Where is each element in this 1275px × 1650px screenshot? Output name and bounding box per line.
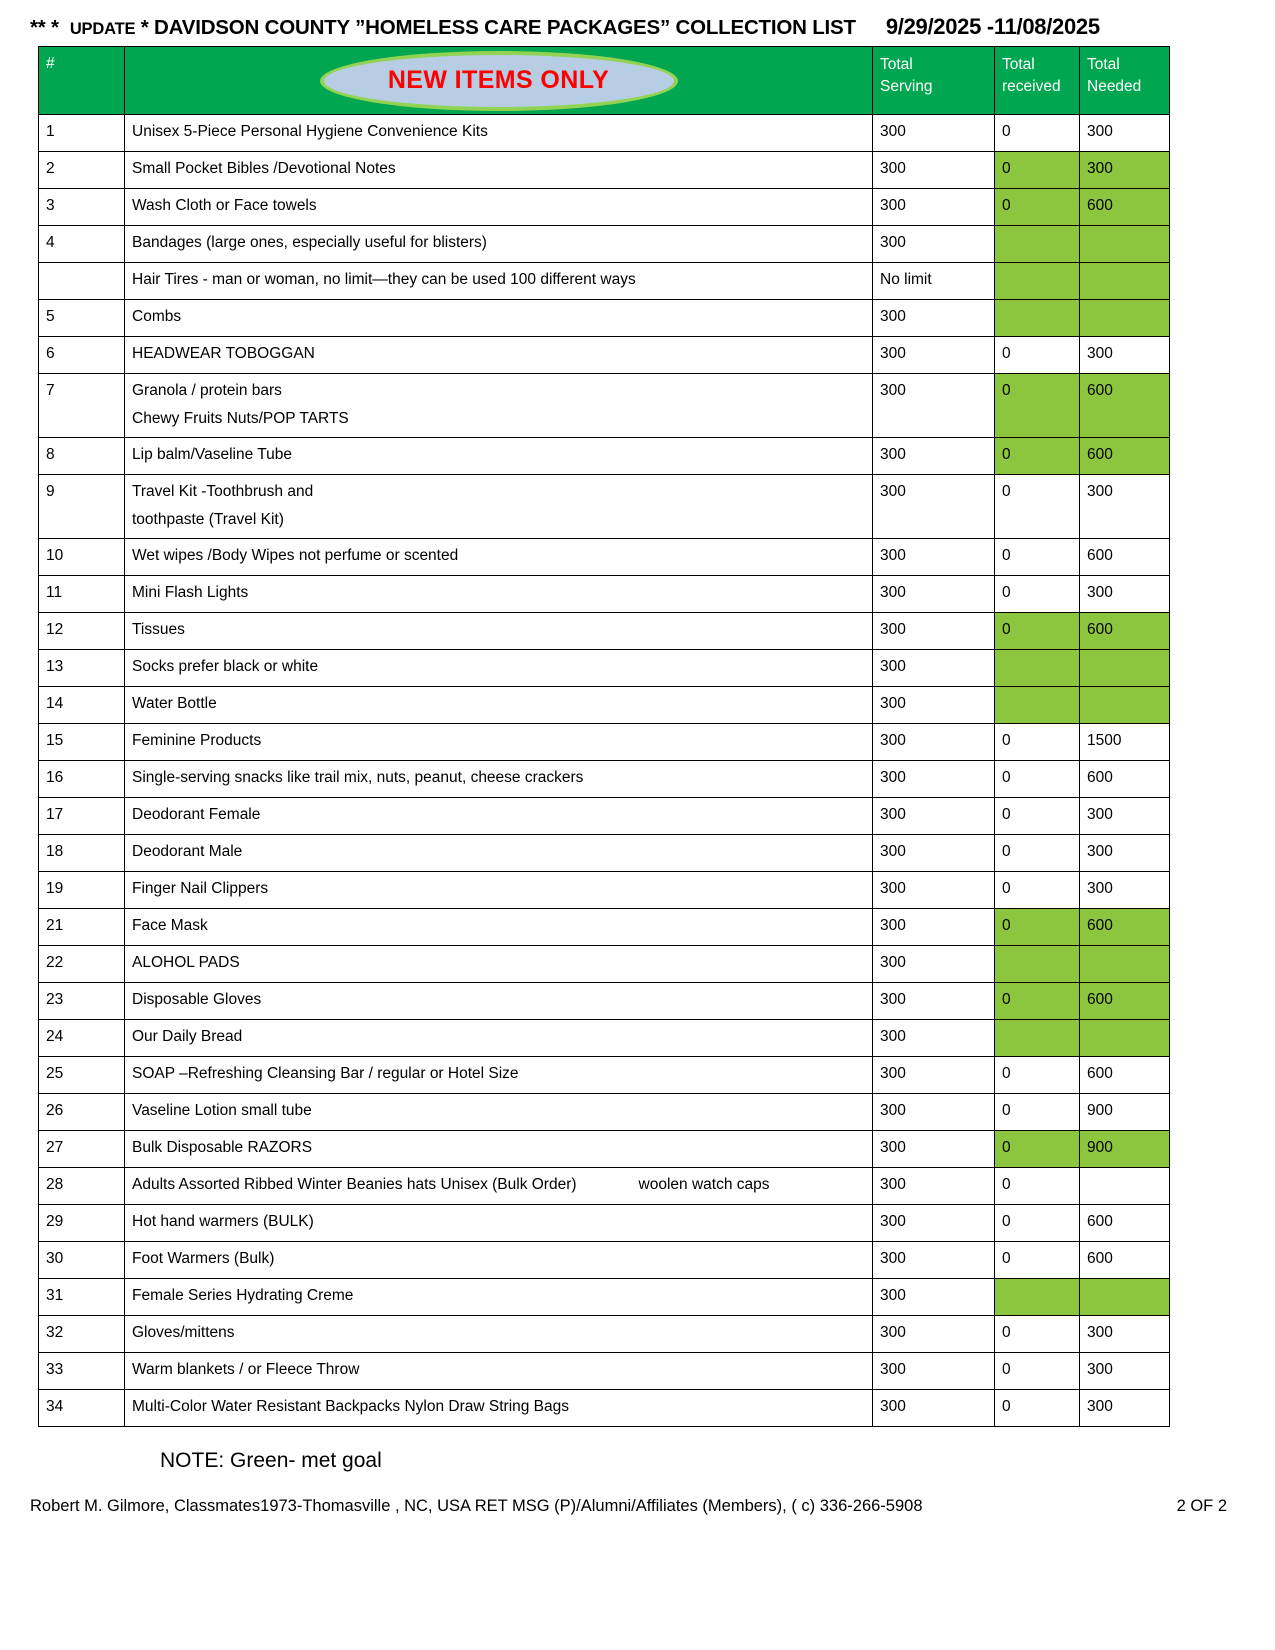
row-received-cell: 0 [995,1204,1080,1241]
row-item-cell [125,982,873,1019]
row-serving-cell: 300 [873,797,995,834]
row-received-cell: 0 [995,152,1080,189]
row-item-cell [125,612,873,649]
date-range: 9/29/2025 -11/08/2025 [885,14,1100,39]
table-row [39,226,1170,263]
row-needed-cell [1080,686,1170,723]
row-received-cell [995,1019,1080,1056]
row-needed-cell: 300 [1080,1352,1170,1389]
row-received-cell: 0 [995,834,1080,871]
row-item-cell [125,1241,873,1278]
row-number-cell: 24 [39,1019,125,1056]
row-serving-cell: 300 [873,1278,995,1315]
row-received-cell: 0 [995,374,1080,438]
row-serving-cell: 300 [873,908,995,945]
table-row [39,908,1170,945]
row-received-cell: 0 [995,437,1080,474]
item-text: Mini Flash Lights [132,583,249,601]
row-number-cell: 12 [39,612,125,649]
row-received-cell: 0 [995,189,1080,226]
row-number-cell: 23 [39,982,125,1019]
row-number-cell: 18 [39,834,125,871]
row-number-cell: 11 [39,575,125,612]
row-received-cell: 0 [995,1352,1080,1389]
row-number-cell: 6 [39,337,125,374]
table-row [39,1315,1170,1352]
row-serving-cell: 300 [873,152,995,189]
row-item-cell [125,908,873,945]
row-received-cell: 0 [995,612,1080,649]
item-text: ALOHOL PADS [132,953,240,971]
row-needed-cell [1080,945,1170,982]
row-received-cell [995,1278,1080,1315]
row-serving-cell: 300 [873,1389,995,1426]
row-number-cell: 29 [39,1204,125,1241]
table-row [39,1278,1170,1315]
row-needed-cell: 600 [1080,982,1170,1019]
row-serving-cell: 300 [873,337,995,374]
table-row [39,686,1170,723]
item-text: Single-serving snacks like trail mix, nuts, peanut, cheese crackers [132,768,584,786]
row-number-cell: 25 [39,1056,125,1093]
page-title [30,16,856,40]
title-text: DAVIDSON COUNTY ”HOMELESS CARE PACKAGES” COLLECTION LIST [154,16,856,39]
row-serving-cell: 300 [873,474,995,538]
table-row [39,1389,1170,1426]
row-needed-cell [1080,1167,1170,1204]
row-received-cell [995,226,1080,263]
item-text: Wet wipes /Body Wipes not perfume or scented [132,546,459,564]
title-update-word: UPDATE [69,20,136,38]
row-item-cell [125,723,873,760]
row-needed-cell [1080,1019,1170,1056]
row-needed-cell [1080,649,1170,686]
row-item-cell [125,575,873,612]
row-item-cell [125,760,873,797]
document-title-bar [0,0,1275,46]
row-item-cell [125,189,873,226]
item-text: Bulk Disposable RAZORS [132,1138,313,1156]
table-row [39,538,1170,575]
item-text: Disposable Gloves [132,990,262,1008]
item-text: Travel Kit -Toothbrush and [132,482,314,500]
row-item-cell [125,337,873,374]
row-needed-cell: 600 [1080,760,1170,797]
item-text: Our Daily Bread [132,1027,243,1045]
row-item-cell [125,300,873,337]
row-serving-cell: 300 [873,300,995,337]
new-items-only-label: NEW ITEMS ONLY [387,66,610,94]
row-serving-cell: 300 [873,945,995,982]
row-serving-cell: 300 [873,1315,995,1352]
table-row [39,263,1170,300]
row-number-cell: 3 [39,189,125,226]
item-text: HEADWEAR TOBOGGAN [132,345,315,362]
row-serving-cell: 300 [873,649,995,686]
table-row [39,1130,1170,1167]
item-text: Unisex 5-Piece Personal Hygiene Convenience Kits [132,123,488,140]
row-serving-cell: 300 [873,982,995,1019]
row-needed-cell: 600 [1080,189,1170,226]
row-serving-cell: 300 [873,189,995,226]
row-received-cell: 0 [995,871,1080,908]
row-serving-cell: 300 [873,1056,995,1093]
item-text: Warm blankets / or Fleece Throw [132,1360,360,1378]
item-text: Feminine Products [132,731,262,749]
table-row [39,189,1170,226]
row-number-cell: 5 [39,300,125,337]
table-row [39,1056,1170,1093]
row-serving-cell: 300 [873,226,995,263]
row-needed-cell: 600 [1080,1241,1170,1278]
row-serving-cell: 300 [873,115,995,152]
row-item-cell [125,152,873,189]
row-needed-cell: 300 [1080,871,1170,908]
row-received-cell: 0 [995,1093,1080,1130]
row-number-cell: 31 [39,1278,125,1315]
item-text: Granola / protein bars [132,382,282,399]
row-serving-cell: 300 [873,612,995,649]
row-number-cell: 9 [39,474,125,538]
row-number-cell: 4 [39,226,125,263]
row-serving-cell: 300 [873,871,995,908]
row-item-cell [125,263,873,300]
column-header-total-received: Total received [995,47,1080,115]
item-text: Deodorant Female [132,805,261,823]
row-needed-cell: 300 [1080,337,1170,374]
row-received-cell: 0 [995,575,1080,612]
row-number-cell: 16 [39,760,125,797]
item-text: Hot hand warmers (BULK) [132,1212,314,1230]
item-text: Deodorant Male [132,842,243,860]
title-star: * [140,16,149,39]
table-row [39,945,1170,982]
row-needed-cell: 300 [1080,474,1170,538]
row-serving-cell: 300 [873,1130,995,1167]
goal-note: NOTE: Green- met goal [160,1448,382,1472]
row-serving-cell: 300 [873,1204,995,1241]
collection-table-wrapper [38,46,1169,1427]
item-text: Multi-Color Water Resistant Backpacks Nylon Draw String Bags [132,1397,570,1415]
collection-list-table [38,46,1170,1427]
table-row [39,723,1170,760]
row-number-cell: 7 [39,374,125,438]
row-serving-cell: 300 [873,538,995,575]
item-text: Wash Cloth or Face towels [132,197,317,214]
item-text: Tissues [132,620,185,638]
item-text-line2: Chewy Fruits Nuts/POP TARTS [132,410,349,428]
row-item-cell [125,1315,873,1352]
item-text: Water Bottle [132,694,217,712]
row-received-cell: 0 [995,1130,1080,1167]
row-number-cell: 27 [39,1130,125,1167]
row-received-cell: 0 [995,474,1080,538]
column-header-total-needed: Total Needed [1080,47,1170,115]
row-item-cell [125,474,873,538]
row-needed-cell: 600 [1080,1204,1170,1241]
table-row [39,1093,1170,1130]
item-text: Foot Warmers (Bulk) [132,1249,275,1267]
table-head [39,47,1170,115]
row-needed-cell: 300 [1080,575,1170,612]
item-text: Socks prefer black or white [132,657,319,675]
row-received-cell: 0 [995,115,1080,152]
item-text: Gloves/mittens [132,1323,235,1341]
row-number-cell: 30 [39,1241,125,1278]
item-text: Vaseline Lotion small tube [132,1101,312,1119]
row-item-cell [125,649,873,686]
row-serving-cell: 300 [873,686,995,723]
row-needed-cell [1080,263,1170,300]
row-received-cell: 0 [995,1315,1080,1352]
row-received-cell: 0 [995,760,1080,797]
row-item-cell [125,1019,873,1056]
item-text: Face Mask [132,916,208,934]
row-item-cell [125,797,873,834]
row-received-cell [995,649,1080,686]
row-needed-cell: 300 [1080,1315,1170,1352]
row-item-cell [125,1204,873,1241]
item-text-secondary: woolen watch caps [638,1175,770,1193]
row-number-cell: 1 [39,115,125,152]
row-needed-cell: 600 [1080,538,1170,575]
item-text: Finger Nail Clippers [132,879,269,897]
row-number-cell: 17 [39,797,125,834]
item-text: Hair Tires - man or woman, no limit—they can be used 100 different ways [132,271,636,288]
row-number-cell: 19 [39,871,125,908]
row-serving-cell: 300 [873,1352,995,1389]
table-body [39,115,1170,1427]
row-needed-cell: 600 [1080,437,1170,474]
row-received-cell [995,300,1080,337]
row-item-cell [125,437,873,474]
row-received-cell: 0 [995,538,1080,575]
table-row [39,374,1170,438]
row-number-cell: 32 [39,1315,125,1352]
row-needed-cell: 600 [1080,374,1170,438]
column-header-banner [125,47,873,115]
row-number-cell: 21 [39,908,125,945]
item-text: Adults Assorted Ribbed Winter Beanies hats Unisex (Bulk Order) [132,1175,577,1193]
item-text: SOAP –Refreshing Cleansing Bar / regular or Hotel Size [132,1064,519,1082]
row-received-cell [995,686,1080,723]
column-header-total-serving: Total Serving [873,47,995,115]
row-serving-cell: 300 [873,760,995,797]
row-received-cell: 0 [995,1241,1080,1278]
table-row [39,152,1170,189]
row-item-cell [125,945,873,982]
row-item-cell [125,226,873,263]
row-item-cell [125,115,873,152]
row-item-cell [125,1278,873,1315]
table-row [39,1019,1170,1056]
row-received-cell: 0 [995,908,1080,945]
item-text: Small Pocket Bibles /Devotional Notes [132,160,396,177]
item-text: Female Series Hydrating Creme [132,1286,354,1304]
row-received-cell [995,945,1080,982]
row-item-cell [125,538,873,575]
row-needed-cell: 600 [1080,1056,1170,1093]
row-needed-cell [1080,226,1170,263]
row-number-cell: 26 [39,1093,125,1130]
table-row [39,1204,1170,1241]
row-number-cell: 14 [39,686,125,723]
row-item-cell [125,686,873,723]
row-item-cell [125,1056,873,1093]
row-needed-cell: 900 [1080,1130,1170,1167]
row-needed-cell: 300 [1080,115,1170,152]
row-serving-cell: 300 [873,1167,995,1204]
row-item-cell [125,1389,873,1426]
table-row [39,1167,1170,1204]
item-text: Bandages (large ones, especially useful for blisters) [132,234,487,251]
row-needed-cell: 600 [1080,908,1170,945]
row-item-cell [125,1167,873,1204]
table-row [39,1241,1170,1278]
table-row [39,575,1170,612]
row-received-cell: 0 [995,982,1080,1019]
table-row [39,337,1170,374]
row-item-cell [125,1130,873,1167]
page-number: 2 OF 2 [1176,1496,1227,1515]
row-number-cell: 28 [39,1167,125,1204]
row-needed-cell: 900 [1080,1093,1170,1130]
row-needed-cell [1080,300,1170,337]
document-footer [30,1497,1245,1516]
title-prefix-stars: ** * [30,16,59,39]
row-serving-cell: 300 [873,437,995,474]
table-row [39,115,1170,152]
row-serving-cell: 300 [873,575,995,612]
new-items-only-ellipse [320,51,678,111]
row-needed-cell: 300 [1080,1389,1170,1426]
row-number-cell: 34 [39,1389,125,1426]
row-item-cell [125,1093,873,1130]
row-number-cell: 13 [39,649,125,686]
row-needed-cell: 300 [1080,797,1170,834]
row-needed-cell: 600 [1080,612,1170,649]
table-row [39,834,1170,871]
row-number-cell: 15 [39,723,125,760]
row-serving-cell: 300 [873,1241,995,1278]
row-needed-cell: 300 [1080,834,1170,871]
row-item-cell [125,1352,873,1389]
row-received-cell: 0 [995,1056,1080,1093]
table-row [39,612,1170,649]
row-number-cell: 33 [39,1352,125,1389]
row-received-cell: 0 [995,1389,1080,1426]
row-needed-cell [1080,1278,1170,1315]
row-serving-cell: 300 [873,1019,995,1056]
item-text: Lip balm/Vaseline Tube [132,445,292,463]
row-serving-cell: 300 [873,723,995,760]
row-received-cell: 0 [995,723,1080,760]
table-row [39,982,1170,1019]
row-item-cell [125,871,873,908]
row-serving-cell: No limit [873,263,995,300]
row-number-cell: 10 [39,538,125,575]
row-serving-cell: 300 [873,1093,995,1130]
row-number-cell: 8 [39,437,125,474]
row-serving-cell: 300 [873,374,995,438]
row-needed-cell: 1500 [1080,723,1170,760]
row-received-cell [995,263,1080,300]
table-row [39,437,1170,474]
item-text-line2: toothpaste (Travel Kit) [132,511,284,529]
row-received-cell: 0 [995,337,1080,374]
contact-line: Robert M. Gilmore, Classmates1973-Thomasville , NC, USA RET MSG (P)/Alumni/Affiliates (Members), ( c) 336-266-5908 [30,1496,923,1515]
column-header-number: # [39,47,125,115]
row-number-cell: 22 [39,945,125,982]
table-row [39,871,1170,908]
row-number-cell: 2 [39,152,125,189]
table-row [39,760,1170,797]
table-row [39,1352,1170,1389]
row-item-cell [125,834,873,871]
row-received-cell: 0 [995,1167,1080,1204]
row-number-cell [39,263,125,300]
table-header-row [39,47,1170,115]
item-text: Combs [132,308,182,325]
table-row [39,300,1170,337]
table-row [39,797,1170,834]
row-item-cell [125,374,873,438]
table-row [39,649,1170,686]
row-received-cell: 0 [995,797,1080,834]
table-row [39,474,1170,538]
row-serving-cell: 300 [873,834,995,871]
row-needed-cell: 300 [1080,152,1170,189]
